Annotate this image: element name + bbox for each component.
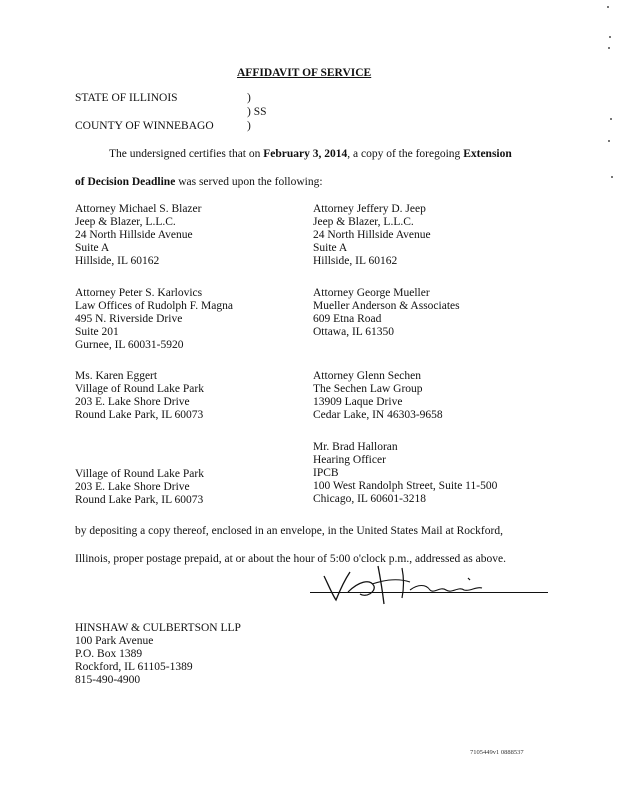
address-line: 495 N. Riverside Drive (75, 313, 183, 325)
address-line: Jeep & Blazer, L.L.C. (313, 216, 414, 228)
firm-name: HINSHAW & CULBERTSON LLP (75, 622, 241, 634)
deposit-line-2: Illinois, proper postage prepaid, at or about the hour of 5:00 o'clock p.m., addressed as above. (75, 553, 506, 565)
certification-text-c: was served upon the following: (175, 176, 323, 188)
certification-text-a: The undersigned certifies that on (109, 148, 264, 160)
address-line: Village of Round Lake Park (75, 468, 204, 480)
venue-state: STATE OF ILLINOIS (75, 92, 178, 104)
firm-phone: 815-490-4900 (75, 674, 141, 686)
address-line: Suite A (75, 242, 110, 254)
recipient-address (313, 287, 460, 339)
certification-line-2 (75, 176, 323, 189)
address-line: Attorney Glenn Sechen (313, 370, 421, 382)
recipient-address (313, 441, 497, 506)
deposit-line-1: by depositing a copy thereof, enclosed in an envelope, in the United States Mail at Rockford, (75, 525, 503, 537)
address-line: Hillside, IL 60162 (75, 255, 160, 267)
recipient-address (75, 370, 204, 422)
address-line: The Sechen Law Group (313, 383, 423, 395)
address-line: Round Lake Park, IL 60073 (75, 409, 204, 421)
address-line: Law Offices of Rudolph F. Magna (75, 300, 233, 312)
document-title: AFFIDAVIT OF SERVICE (237, 67, 372, 79)
document-name-part-1: Extension (463, 148, 512, 160)
address-line: 24 North Hillside Avenue (313, 229, 431, 241)
address-line: Ms. Karen Eggert (75, 370, 158, 382)
address-line: Ottawa, IL 61350 (313, 326, 395, 338)
address-line: Mueller Anderson & Associates (313, 300, 460, 312)
address-line: Mr. Brad Halloran (313, 441, 398, 453)
recipient-address (75, 203, 201, 268)
address-line: IPCB (313, 467, 339, 479)
address-line: Attorney Jeffery D. Jeep (313, 203, 426, 215)
address-line: Gurnee, IL 60031-5920 (75, 339, 184, 351)
address-line: 13909 Laque Drive (313, 396, 403, 408)
document-id: 7105449v1 0888537 (470, 749, 524, 756)
address-line: Round Lake Park, IL 60073 (75, 494, 204, 506)
address-line: Village of Round Lake Park (75, 383, 204, 395)
signature-line (310, 592, 548, 593)
venue-paren-1: ) (247, 92, 251, 104)
address-line: P.O. Box 1389 (75, 648, 143, 660)
recipient-address (313, 203, 431, 268)
recipient-address (313, 370, 443, 422)
address-line: Suite A (313, 242, 348, 254)
venue-ss: ) SS (247, 106, 267, 118)
venue-paren-3: ) (247, 120, 251, 132)
address-line: Jeep & Blazer, L.L.C. (75, 216, 176, 228)
venue-county: COUNTY OF WINNEBAGO (75, 120, 214, 132)
recipient-address (75, 287, 233, 352)
recipient-address (75, 468, 204, 507)
certification-line-1 (109, 148, 512, 161)
firm-address (75, 622, 241, 687)
address-line: Cedar Lake, IN 46303-9658 (313, 409, 443, 421)
address-line: 24 North Hillside Avenue (75, 229, 193, 241)
document-name-part-2: of Decision Deadline (75, 176, 176, 188)
address-line: Attorney Michael S. Blazer (75, 203, 202, 215)
address-line: 203 E. Lake Shore Drive (75, 481, 190, 493)
certification-text-b: , a copy of the foregoing (347, 148, 464, 160)
address-line: 100 West Randolph Street, Suite 11-500 (313, 480, 498, 492)
address-line: 609 Etna Road (313, 313, 382, 325)
address-line: Attorney George Mueller (313, 287, 430, 299)
handwritten-signature (318, 562, 498, 608)
address-line: Rockford, IL 61105-1389 (75, 661, 193, 673)
address-line: Chicago, IL 60601-3218 (313, 493, 426, 505)
service-date: February 3, 2014 (263, 148, 348, 160)
address-line: Attorney Peter S. Karlovics (75, 287, 203, 299)
address-line: Suite 201 (75, 326, 119, 338)
address-line: Hearing Officer (313, 454, 386, 466)
address-line: Hillside, IL 60162 (313, 255, 398, 267)
address-line: 203 E. Lake Shore Drive (75, 396, 190, 408)
address-line: 100 Park Avenue (75, 635, 154, 647)
